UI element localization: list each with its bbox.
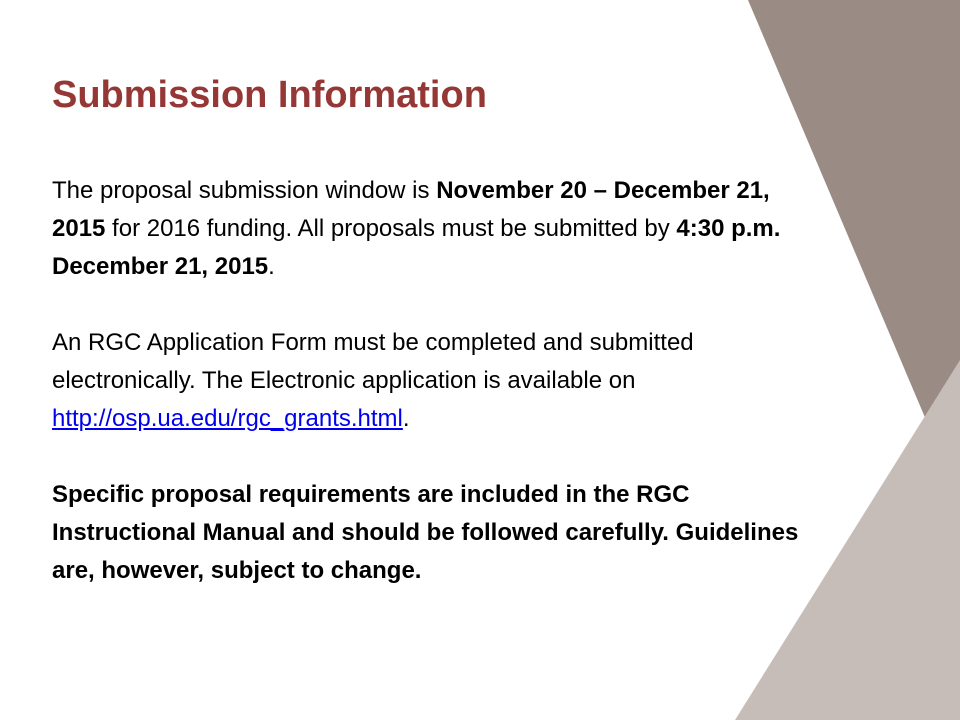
text: for 2016 funding. All proposals must be submitted by <box>105 215 677 242</box>
text: . <box>268 253 275 280</box>
submission-window-dates: November 20 – December 21, 2015 <box>52 177 770 242</box>
application-form-paragraph <box>52 324 812 438</box>
text: The proposal submission window is <box>52 177 437 204</box>
requirements-paragraph: Specific proposal requirements are included in the RGC Instructional Manual and should be followed carefully. Guidelines are, however, subject to change. <box>52 481 799 584</box>
submission-window-paragraph <box>52 172 812 286</box>
text: An RGC Application Form must be completed and submitted electronically. The Electronic application is available on <box>52 329 694 394</box>
rgc-grants-link[interactable]: http://osp.ua.edu/rgc_grants.html <box>52 405 403 432</box>
submission-deadline: 4:30 p.m. December 21, 2015 <box>52 215 781 280</box>
slide-title: Submission Information <box>52 74 487 116</box>
slide-body <box>52 172 812 590</box>
text: . <box>402 405 410 432</box>
